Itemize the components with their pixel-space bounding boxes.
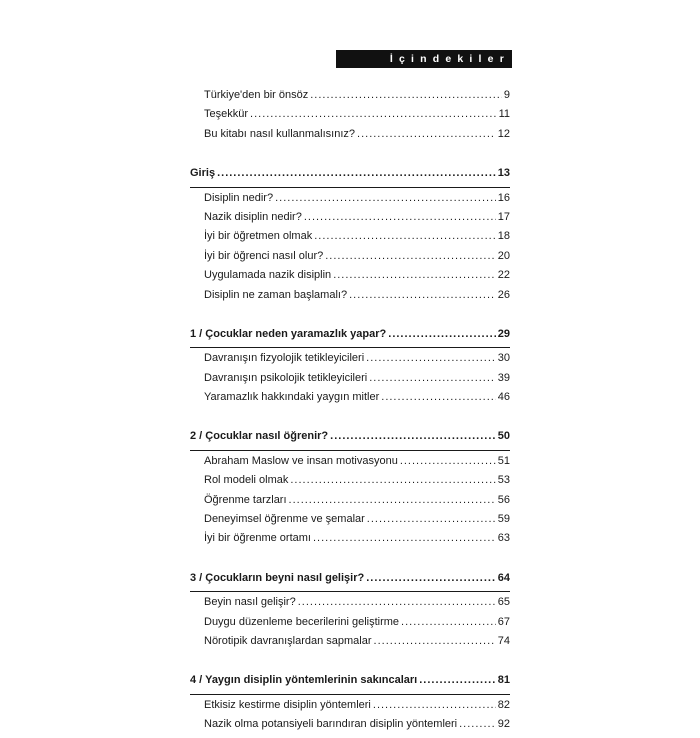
toc-entry-page: 51 bbox=[497, 454, 510, 467]
toc-entry-page: 17 bbox=[497, 210, 510, 223]
table-of-contents bbox=[190, 89, 510, 738]
toc-entry-title: Uygulamada nazik disiplin bbox=[204, 269, 332, 282]
toc-entry-title: Davranışın psikolojik tetikleyicileri bbox=[204, 371, 368, 384]
toc-entry bbox=[190, 596, 510, 615]
toc-entry bbox=[190, 230, 510, 249]
toc-entry-title: İyi bir öğretmen olmak bbox=[204, 230, 313, 243]
toc-entry-title: Davranışın fizyolojik tetikleyicileri bbox=[204, 352, 365, 365]
toc-entry-page: 18 bbox=[497, 230, 510, 243]
toc-entry-page: 56 bbox=[497, 493, 510, 506]
toc-entry bbox=[190, 352, 510, 371]
contents-header: İçindekiler bbox=[336, 50, 512, 68]
toc-entry bbox=[190, 89, 510, 108]
toc-entry bbox=[190, 269, 510, 288]
toc-entry-page: 30 bbox=[497, 352, 510, 365]
toc-entry bbox=[190, 635, 510, 654]
toc-entry-title: Nazik olma potansiyeli barındıran disiplin yöntemleri bbox=[204, 718, 458, 731]
toc-section-heading bbox=[190, 328, 510, 347]
toc-entry bbox=[190, 474, 510, 493]
toc-section-page: 13 bbox=[497, 167, 510, 180]
toc-entry-page: 53 bbox=[497, 474, 510, 487]
toc-section-title: Giriş bbox=[190, 167, 216, 180]
toc-entry bbox=[190, 513, 510, 532]
toc-entry bbox=[190, 616, 510, 635]
toc-entry-title: Nörotipik davranışlardan sapmalar bbox=[204, 634, 372, 647]
toc-entry-title: Nazik disiplin nedir? bbox=[204, 210, 302, 223]
toc-entry-title: Deneyimsel öğrenme ve şemalar bbox=[204, 513, 365, 526]
toc-entry-page: 65 bbox=[497, 596, 510, 609]
toc-entry-page: 67 bbox=[497, 615, 510, 628]
toc-entry bbox=[190, 250, 510, 269]
toc-entry-title: Duygu düzenleme becerilerini geliştirme bbox=[204, 615, 400, 628]
toc-entry-page: 63 bbox=[497, 532, 510, 545]
toc-entry-page: 39 bbox=[497, 371, 510, 384]
toc-section-title: 3 / Çocukların beyni nasıl gelişir? bbox=[190, 571, 365, 584]
toc-entry-title: Abraham Maslow ve insan motivasyonu bbox=[204, 454, 398, 467]
toc-entry-title: İyi bir öğrenme ortamı bbox=[204, 532, 311, 545]
toc-entry-page: 16 bbox=[497, 191, 510, 204]
toc-entry-title: İyi bir öğrenci nasıl olur? bbox=[204, 249, 324, 262]
toc-entry-page: 46 bbox=[497, 391, 510, 404]
toc-entry bbox=[190, 372, 510, 391]
toc-section-page: 81 bbox=[497, 674, 510, 687]
toc-entry bbox=[190, 192, 510, 211]
toc-entry bbox=[190, 391, 510, 410]
toc-entry-title: Etkisiz kestirme disiplin yöntemleri bbox=[204, 698, 371, 711]
toc-section-title: 4 / Yaygın disiplin yöntemlerinin sakıncaları bbox=[190, 674, 418, 687]
toc-entry-title: Türkiye'den bir önsöz bbox=[204, 89, 309, 101]
toc-entry-page: 22 bbox=[497, 269, 510, 282]
toc-entry-title: Yaramazlık hakkındaki yaygın mitler bbox=[204, 391, 380, 404]
toc-entry bbox=[190, 532, 510, 551]
toc-entry bbox=[190, 699, 510, 718]
toc-entry-title: Disiplin ne zaman başlamalı? bbox=[204, 288, 348, 301]
toc-entry bbox=[190, 289, 510, 308]
toc-entry-page: 11 bbox=[498, 108, 510, 121]
toc-entry-page: 92 bbox=[497, 718, 510, 731]
toc-entry bbox=[190, 718, 510, 737]
toc-section-title: 2 / Çocuklar nasıl öğrenir? bbox=[190, 430, 329, 443]
toc-entry-title: Disiplin nedir? bbox=[204, 191, 274, 204]
toc-section-page: 50 bbox=[497, 430, 510, 443]
toc-section-heading bbox=[190, 167, 510, 186]
toc-section-heading bbox=[190, 674, 510, 693]
toc-entry bbox=[190, 455, 510, 474]
toc-entry-title: Beyin nasıl gelişir? bbox=[204, 596, 296, 609]
toc-entry-title: Öğrenme tarzları bbox=[204, 493, 287, 506]
toc-entry-page: 20 bbox=[497, 249, 510, 262]
toc-entry bbox=[190, 211, 510, 230]
toc-entry-title: Teşekkür bbox=[204, 108, 249, 121]
toc-section-page: 64 bbox=[497, 571, 510, 584]
toc-entry bbox=[190, 494, 510, 513]
toc-entry-page: 12 bbox=[497, 127, 510, 140]
toc-entry-page: 82 bbox=[497, 698, 510, 711]
toc-section-heading bbox=[190, 430, 510, 449]
toc-entry bbox=[190, 108, 510, 127]
toc-entry-title: Rol modeli olmak bbox=[204, 474, 289, 487]
toc-entry-title: Bu kitabı nasıl kullanmalısınız? bbox=[204, 127, 356, 140]
toc-section-heading bbox=[190, 572, 510, 591]
toc-section-title: 1 / Çocuklar neden yaramazlık yapar? bbox=[190, 327, 387, 340]
toc-entry-page: 26 bbox=[497, 288, 510, 301]
toc-section-page: 29 bbox=[497, 327, 510, 340]
toc-entry-page: 9 bbox=[503, 89, 510, 101]
toc-entry-page: 59 bbox=[497, 513, 510, 526]
toc-entry bbox=[190, 128, 510, 147]
toc-entry-page: 74 bbox=[497, 634, 510, 647]
